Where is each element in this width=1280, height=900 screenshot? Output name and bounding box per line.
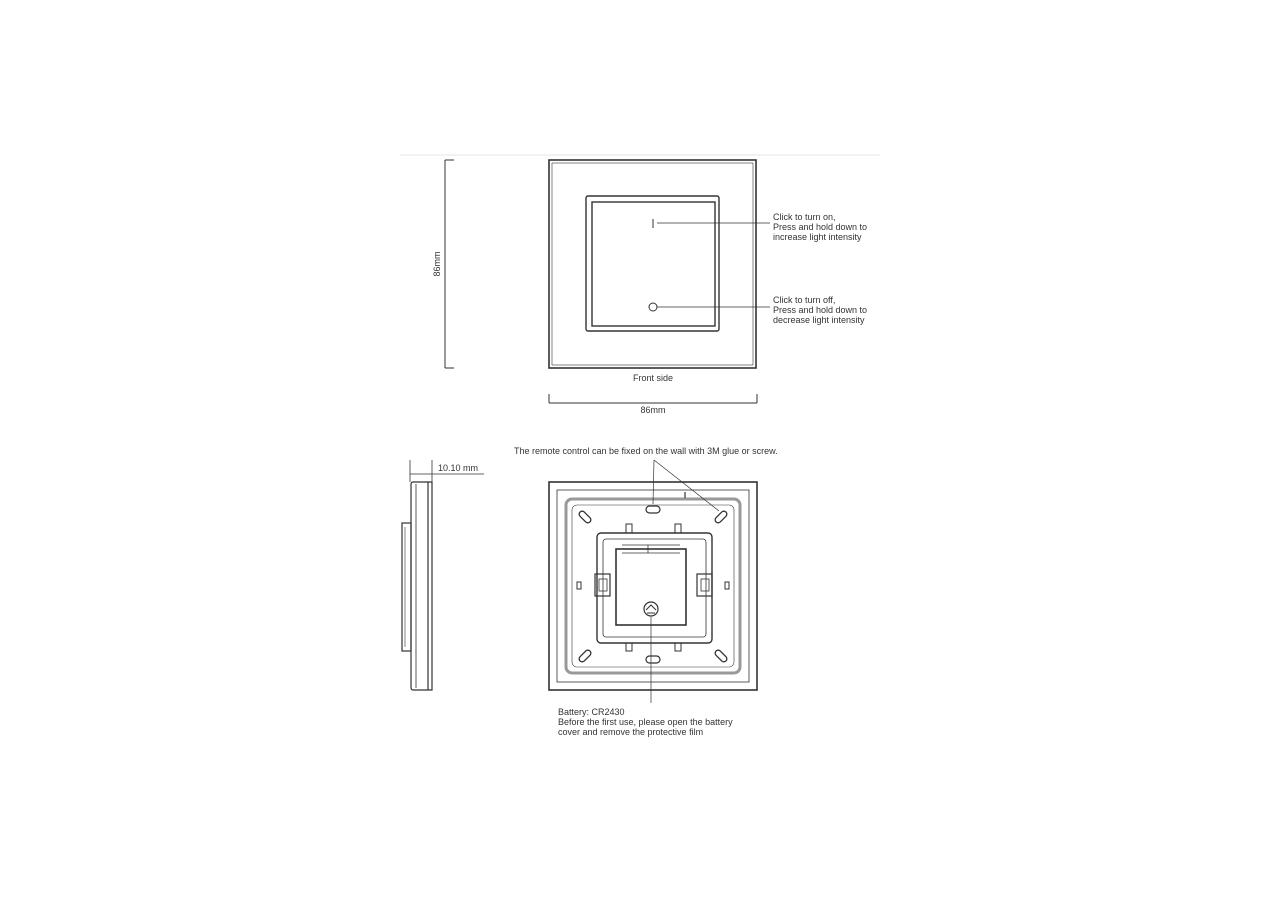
screw-hole-bl — [578, 649, 592, 663]
side-button-profile — [402, 523, 411, 651]
front-view — [549, 160, 770, 368]
back-inner-frame — [557, 490, 749, 682]
battery-callout-line: Before the first use, please open the battery — [558, 717, 733, 727]
clip-right — [697, 574, 712, 596]
front-off-callout — [773, 295, 867, 325]
on-callout-line: Click to turn on, — [773, 212, 836, 222]
mount-slot-bottom — [646, 656, 660, 663]
side-view — [402, 460, 484, 690]
front-on-callout — [773, 212, 867, 242]
on-callout-line: Press and hold down to — [773, 222, 868, 232]
width-dimension-label: 86mm — [640, 405, 666, 415]
front-outer-frame — [549, 160, 756, 368]
battery-cover-latch — [644, 602, 658, 616]
mount-leader-right — [654, 460, 719, 511]
screw-hole-tl — [578, 510, 592, 524]
screw-hole-tr — [714, 510, 728, 524]
mounting-note: The remote control can be fixed on the wall with 3M glue or screw. — [514, 446, 778, 456]
back-view — [549, 460, 757, 703]
on-callout-line: increase light intensity — [773, 232, 862, 242]
front-side-caption: Front side — [632, 373, 674, 383]
battery-callout-line: Battery: CR2430 — [558, 707, 625, 717]
off-symbol — [649, 303, 657, 311]
side-profile-outline — [411, 482, 432, 690]
screw-hole-br — [714, 649, 728, 663]
height-dimension — [445, 160, 454, 368]
off-callout-line: decrease light intensity — [773, 315, 865, 325]
width-dimension — [549, 394, 757, 403]
off-callout-line: Press and hold down to — [773, 305, 868, 315]
back-base-plate — [566, 499, 740, 673]
thickness-dimension-label: 10.10 mm — [438, 463, 479, 473]
off-callout-line: Click to turn off, — [773, 295, 836, 305]
mount-leader-left — [653, 460, 654, 504]
battery-cover — [616, 549, 686, 625]
height-dimension-label: 86mm — [432, 251, 442, 277]
battery-callout — [558, 707, 733, 737]
mount-slot-top — [646, 506, 660, 513]
battery-callout-line: cover and remove the protective film — [558, 727, 704, 737]
front-inner-frame — [552, 163, 753, 365]
